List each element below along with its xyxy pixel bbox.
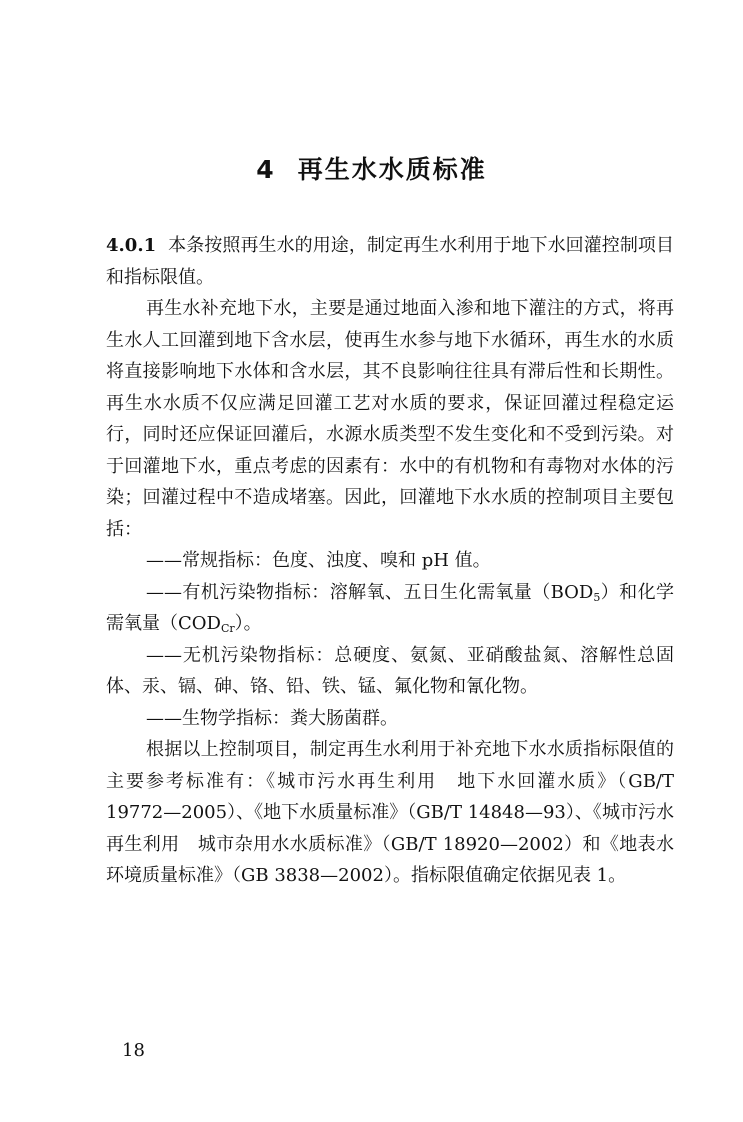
organic-text-post: ）。 [234, 613, 262, 634]
chapter-number: 4 [256, 155, 276, 184]
page-number: 18 [122, 1040, 145, 1061]
list-item-conventional: ——常规指标：色度、浊度、嗅和 pH 值。 [146, 550, 491, 571]
list-item-organic [106, 577, 674, 640]
organic-text-pre: ——有机污染物指标：溶解氧、五日生化需氧量（BOD [146, 581, 594, 603]
chapter-title [0, 150, 743, 186]
paragraph-1: 再生水补充地下水，主要是通过地面入渗和地下灌注的方式，将再生水人工回灌到地下含水层，使再生水参与地下水循环，再生水的水质将直接影响地下水体和含水层，其不良影响往往具有滞后性和长期性。再生水水质不仅应满足回灌工艺对水质的要求，保证回灌过程稳定运行，同时还应保证回灌后，水源水质类型不发生变化和不受到污染。对于回灌地下水，重点考虑的因素有：水中的有机物和有毒物对水体的污染；回灌过程中不造成堵塞。因此，回灌地下水水质的控制项目主要包括： [106, 298, 674, 540]
clause-paragraph [106, 230, 674, 293]
paragraph-2: 根据以上控制项目，制定再生水利用于补充地下水水质指标限值的主要参考标准有：《城市污水再生利用 地下水回灌水质》（GB/T 19772—2005）、《地下水质量标准》（GB/T 14848—93）、《城市污水再生利用 城市杂用水水质标准》（GB/T 18920—2002）和《地表水环境质量标准》（GB 3838—2002）。指标限值确定依据见表 1。 [106, 739, 674, 886]
cod-subscript: Cr [220, 622, 235, 635]
list-item-inorganic: ——无机污染物指标：总硬度、氨氮、亚硝酸盐氮、溶解性总固体、汞、镉、砷、铬、铅、铁、锰、氟化物和氰化物。 [106, 644, 674, 697]
chapter-title-text: 再生水水质标准 [297, 155, 487, 184]
bod-subscript: 5 [593, 590, 601, 604]
list-item-biological: ——生物学指标：粪大肠菌群。 [146, 707, 398, 729]
body-text [106, 230, 674, 892]
clause-text: 本条按照再生水的用途，制定再生水利用于地下水回灌控制项目和指标限值。 [106, 235, 674, 288]
organic-text-mid: ）和化学需氧量（COD [106, 581, 674, 634]
clause-number: 4.0.1 [106, 235, 157, 256]
